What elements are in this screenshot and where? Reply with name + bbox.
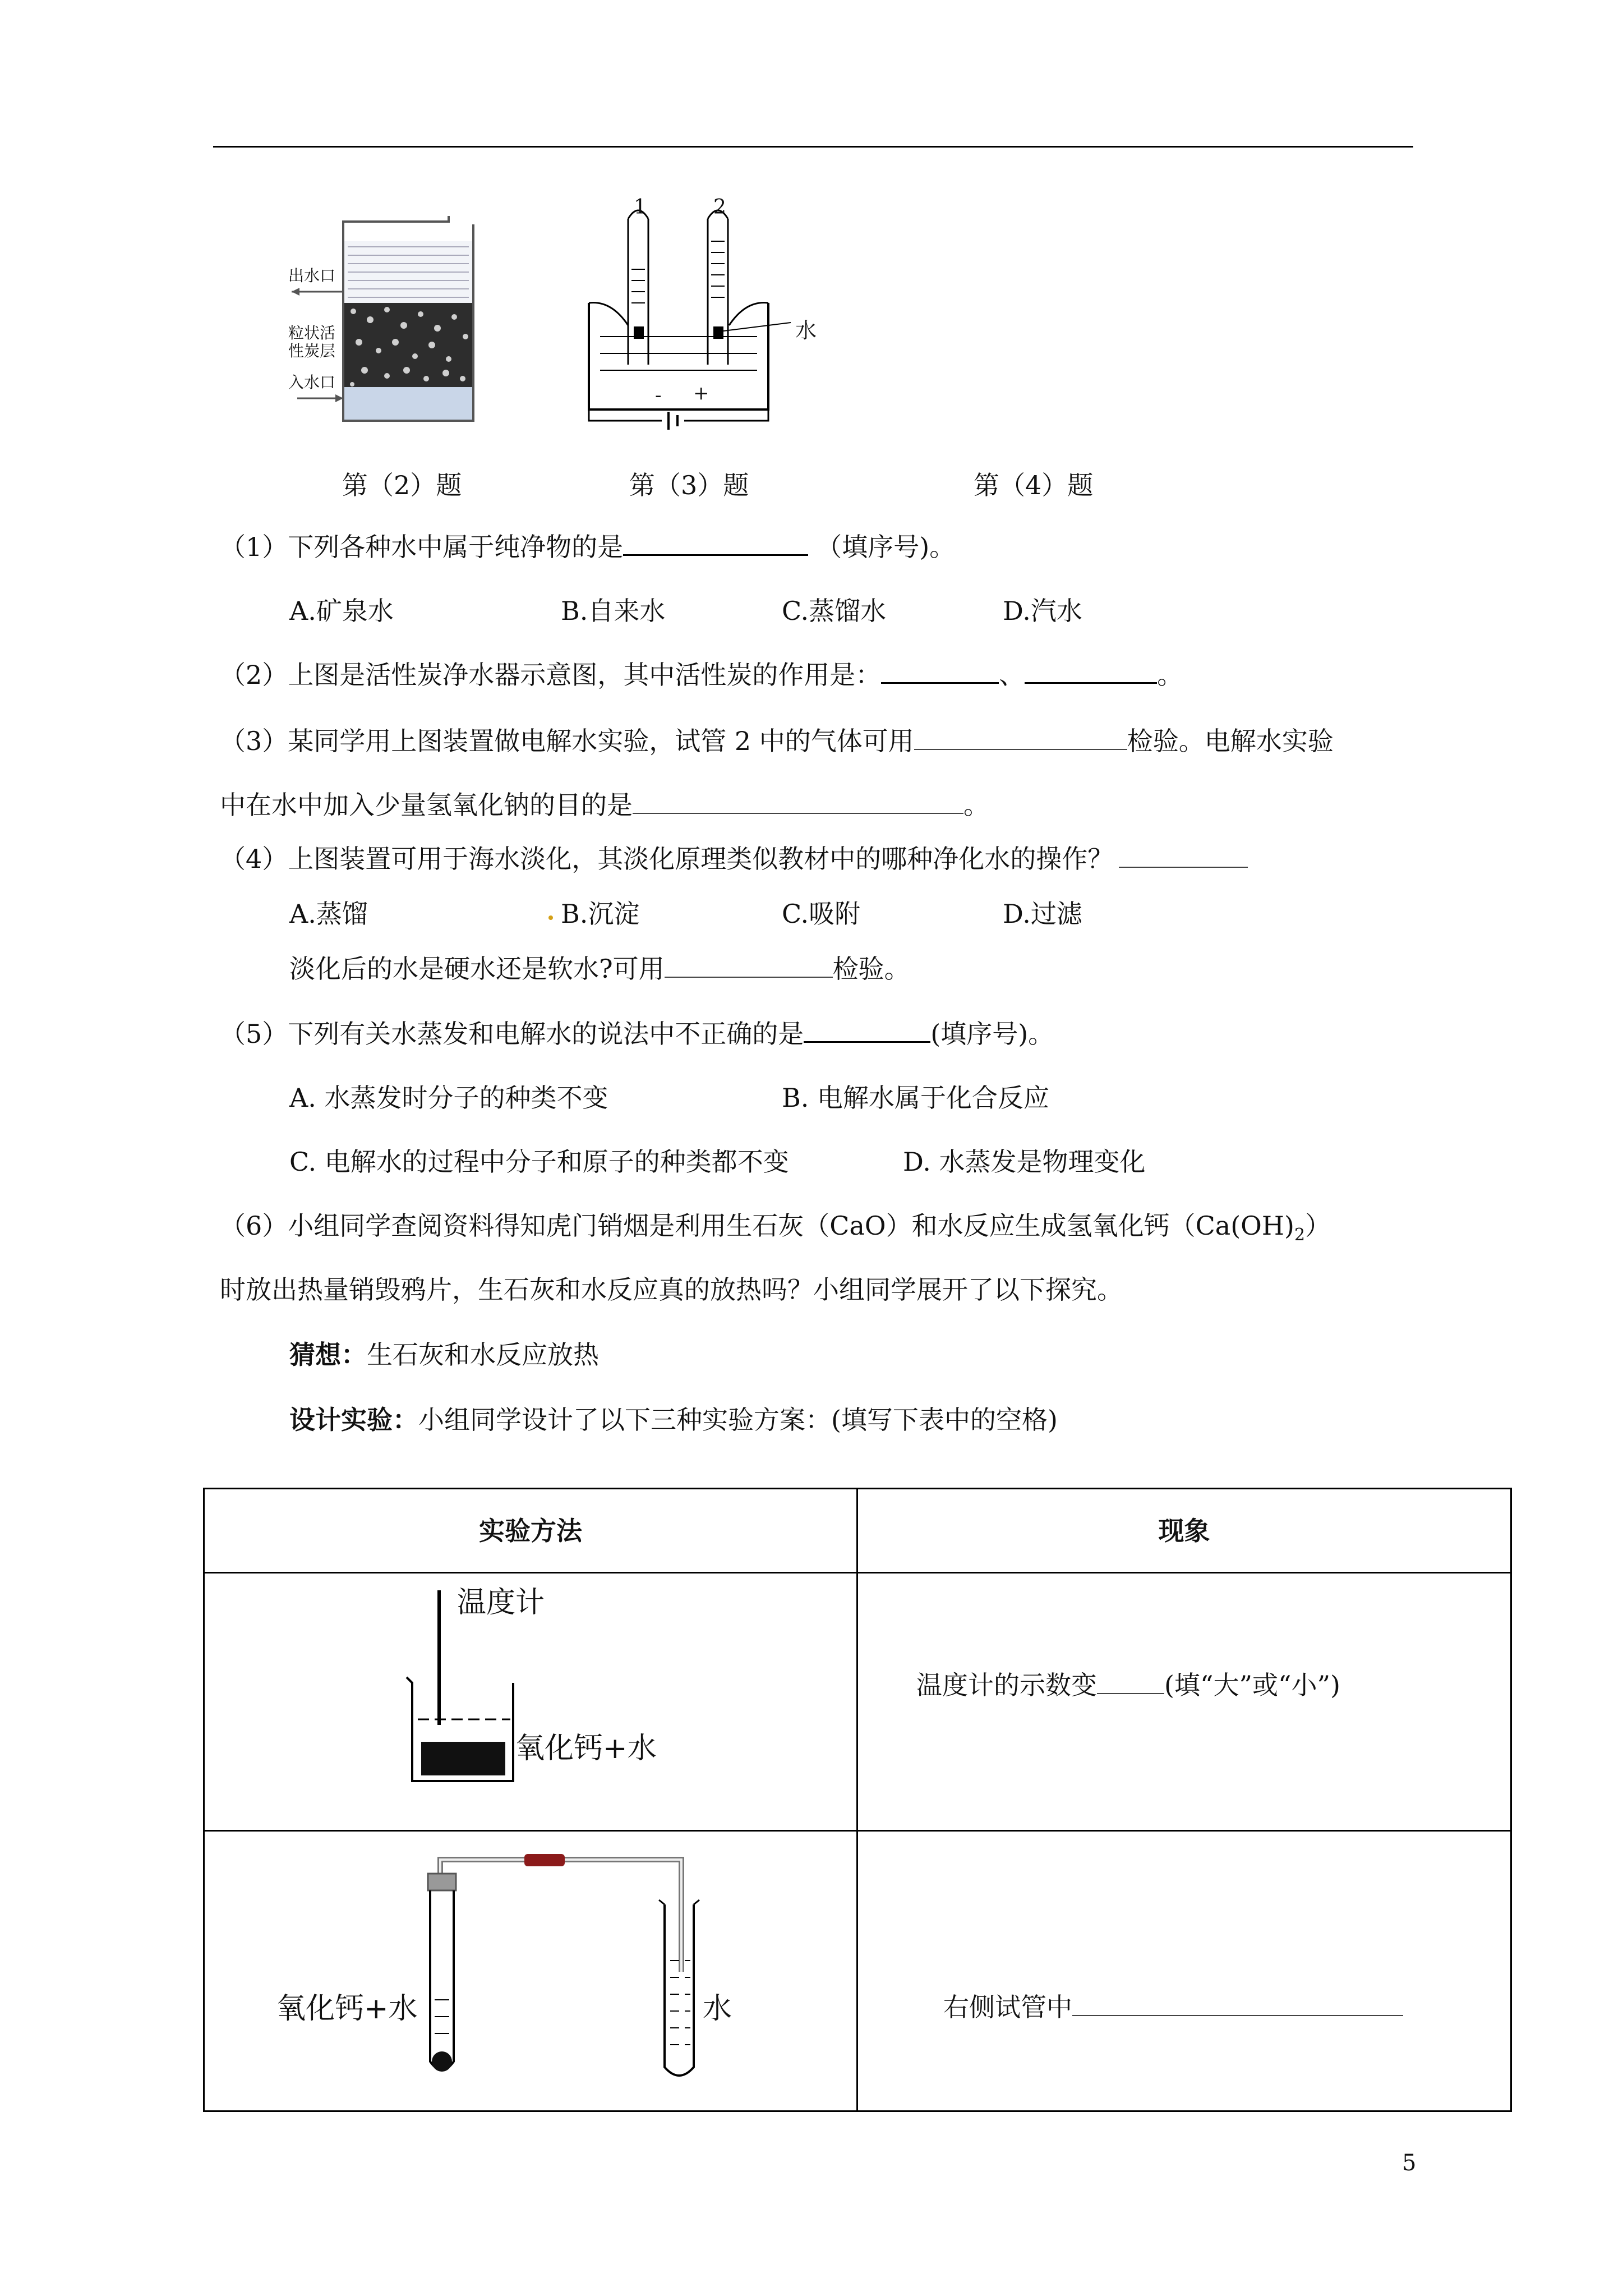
electrode-1 — [634, 326, 644, 339]
q6-line-1: （6）小组同学查阅资料得知虎门销烟是利用生石灰（CaO）和水反应生成氢氧化钙$(Ca(OH)_2)$ — [220, 1211, 1331, 1245]
rubber-connector — [524, 1854, 565, 1866]
row2-right-label: 水 — [703, 1992, 732, 2026]
page-number: 5 — [1402, 2150, 1417, 2176]
q1-option-b: B.自来水 — [561, 596, 666, 626]
q2-blank-1[interactable] — [881, 682, 999, 684]
hypothesis-line: 猜想：生石灰和水反应放热 — [289, 1340, 599, 1370]
water-label: 水 — [795, 318, 817, 343]
caption-q3: 第（3）题 — [629, 470, 749, 500]
table-header-row — [204, 1489, 1511, 1573]
q5-option-c: C. 电解水的过程中分子和原子的种类都不变 — [289, 1147, 789, 1177]
filter-inlet-label: 入水口 — [288, 373, 336, 392]
tube-2-label: 2 — [713, 196, 726, 219]
water-bottom-layer — [343, 387, 473, 421]
q4-followup: 淡化后的水是硬水还是软水?可用 检验。 — [289, 954, 910, 984]
q2-stem: （2）上图是活性炭净水器示意图，其中活性炭的作用是： 、 。 — [220, 660, 1183, 690]
electrode-2 — [713, 326, 723, 339]
delivery-tube — [440, 1860, 681, 1972]
row1-blank[interactable] — [1097, 1693, 1164, 1694]
row2-left-label: 氧化钙+水 — [276, 1992, 418, 2026]
row2-blank[interactable] — [1072, 2015, 1403, 2016]
q5-stem: （5）下列有关水蒸发和电解水的说法中不正确的是 (填序号)。 — [220, 1019, 1054, 1049]
header-rule — [213, 146, 1413, 148]
left-test-tube — [430, 1890, 454, 2070]
q6-line-2: 时放出热量销毁鸦片，生石灰和水反应真的放热吗？小组同学展开了以下探究。 — [220, 1274, 1123, 1305]
solid-cao — [421, 1742, 505, 1775]
caption-q2: 第（2）题 — [342, 470, 462, 500]
q5-option-d: D. 水蒸发是物理变化 — [903, 1147, 1146, 1177]
row2-method-cell — [204, 1831, 857, 2111]
q4-blank[interactable] — [1119, 867, 1248, 868]
q1-stem: （1）下列各种水中属于纯净物的是 （填序号)。 — [220, 532, 956, 562]
thermometer-label: 温度计 — [457, 1586, 545, 1619]
stopper — [428, 1874, 456, 1890]
row1-substance-label: 氧化钙+水 — [515, 1732, 657, 1765]
minus-label: - — [655, 384, 662, 407]
row2-result-cell — [857, 1831, 1511, 2111]
plus-label: + — [693, 382, 709, 404]
filter-layer-label-1: 粒状活 — [288, 324, 336, 342]
q5-blank[interactable] — [804, 1041, 930, 1043]
row1-result: 温度计的示数变 (填“大”或“小”) — [916, 1670, 1340, 1700]
header-phenomenon: 现象 — [857, 1489, 1511, 1573]
q4-followup-blank[interactable] — [665, 977, 833, 978]
table-row — [204, 1573, 1511, 1831]
q4-option-a: A.蒸馏 — [289, 899, 368, 929]
stray-mark — [548, 915, 553, 920]
q1-option-d: D.汽水 — [1003, 596, 1082, 626]
q5-option-a: A. 水蒸发时分子的种类不变 — [289, 1083, 608, 1113]
q3-line-1: （3）某同学用上图装置做电解水实验，试管 2 中的气体可用 检验。电解水实验 — [220, 726, 1334, 756]
q5-option-b: B. 电解水属于化合反应 — [782, 1083, 1050, 1113]
carbon-filter-diagram — [280, 208, 494, 432]
q4-stem: （4）上图装置可用于海水淡化，其淡化原理类似教材中的哪种净化水的操作？ — [220, 846, 1248, 872]
q4-option-b: B.沉淀 — [561, 899, 640, 929]
q3-blank-2[interactable] — [633, 813, 963, 814]
filter-layer-label-2: 性炭层 — [288, 342, 336, 360]
q3-blank-1[interactable] — [914, 749, 1127, 750]
filter-outlet-label: 出水口 — [288, 266, 336, 285]
tube-1-label: 1 — [634, 196, 647, 219]
row2-result: 右侧试管中 — [943, 1994, 1403, 2020]
trough — [589, 303, 768, 409]
q3-line-2: 中在水中加入少量氢氧化钠的目的是 。 — [220, 790, 989, 820]
table-row — [204, 1831, 1511, 2111]
q1-option-c: C.蒸馏水 — [782, 596, 887, 626]
two-tube-apparatus-diagram — [412, 1848, 732, 2090]
header-method: 实验方法 — [204, 1489, 857, 1573]
design-line: 设计实验：小组同学设计了以下三种实验方案：(填写下表中的空格) — [289, 1405, 1058, 1435]
q2-blank-2[interactable] — [1025, 682, 1157, 684]
row1-result-cell — [857, 1573, 1511, 1831]
caption-q4: 第（4）题 — [974, 470, 1094, 500]
q1-answer-blank[interactable] — [623, 554, 808, 556]
q1-option-a: A.矿泉水 — [289, 596, 394, 626]
cao-lump — [432, 2051, 452, 2072]
q4-option-c: C.吸附 — [782, 899, 861, 929]
q4-option-d: D.过滤 — [1003, 899, 1082, 929]
row1-method-cell — [204, 1573, 857, 1831]
experiment-table — [203, 1488, 1512, 2112]
